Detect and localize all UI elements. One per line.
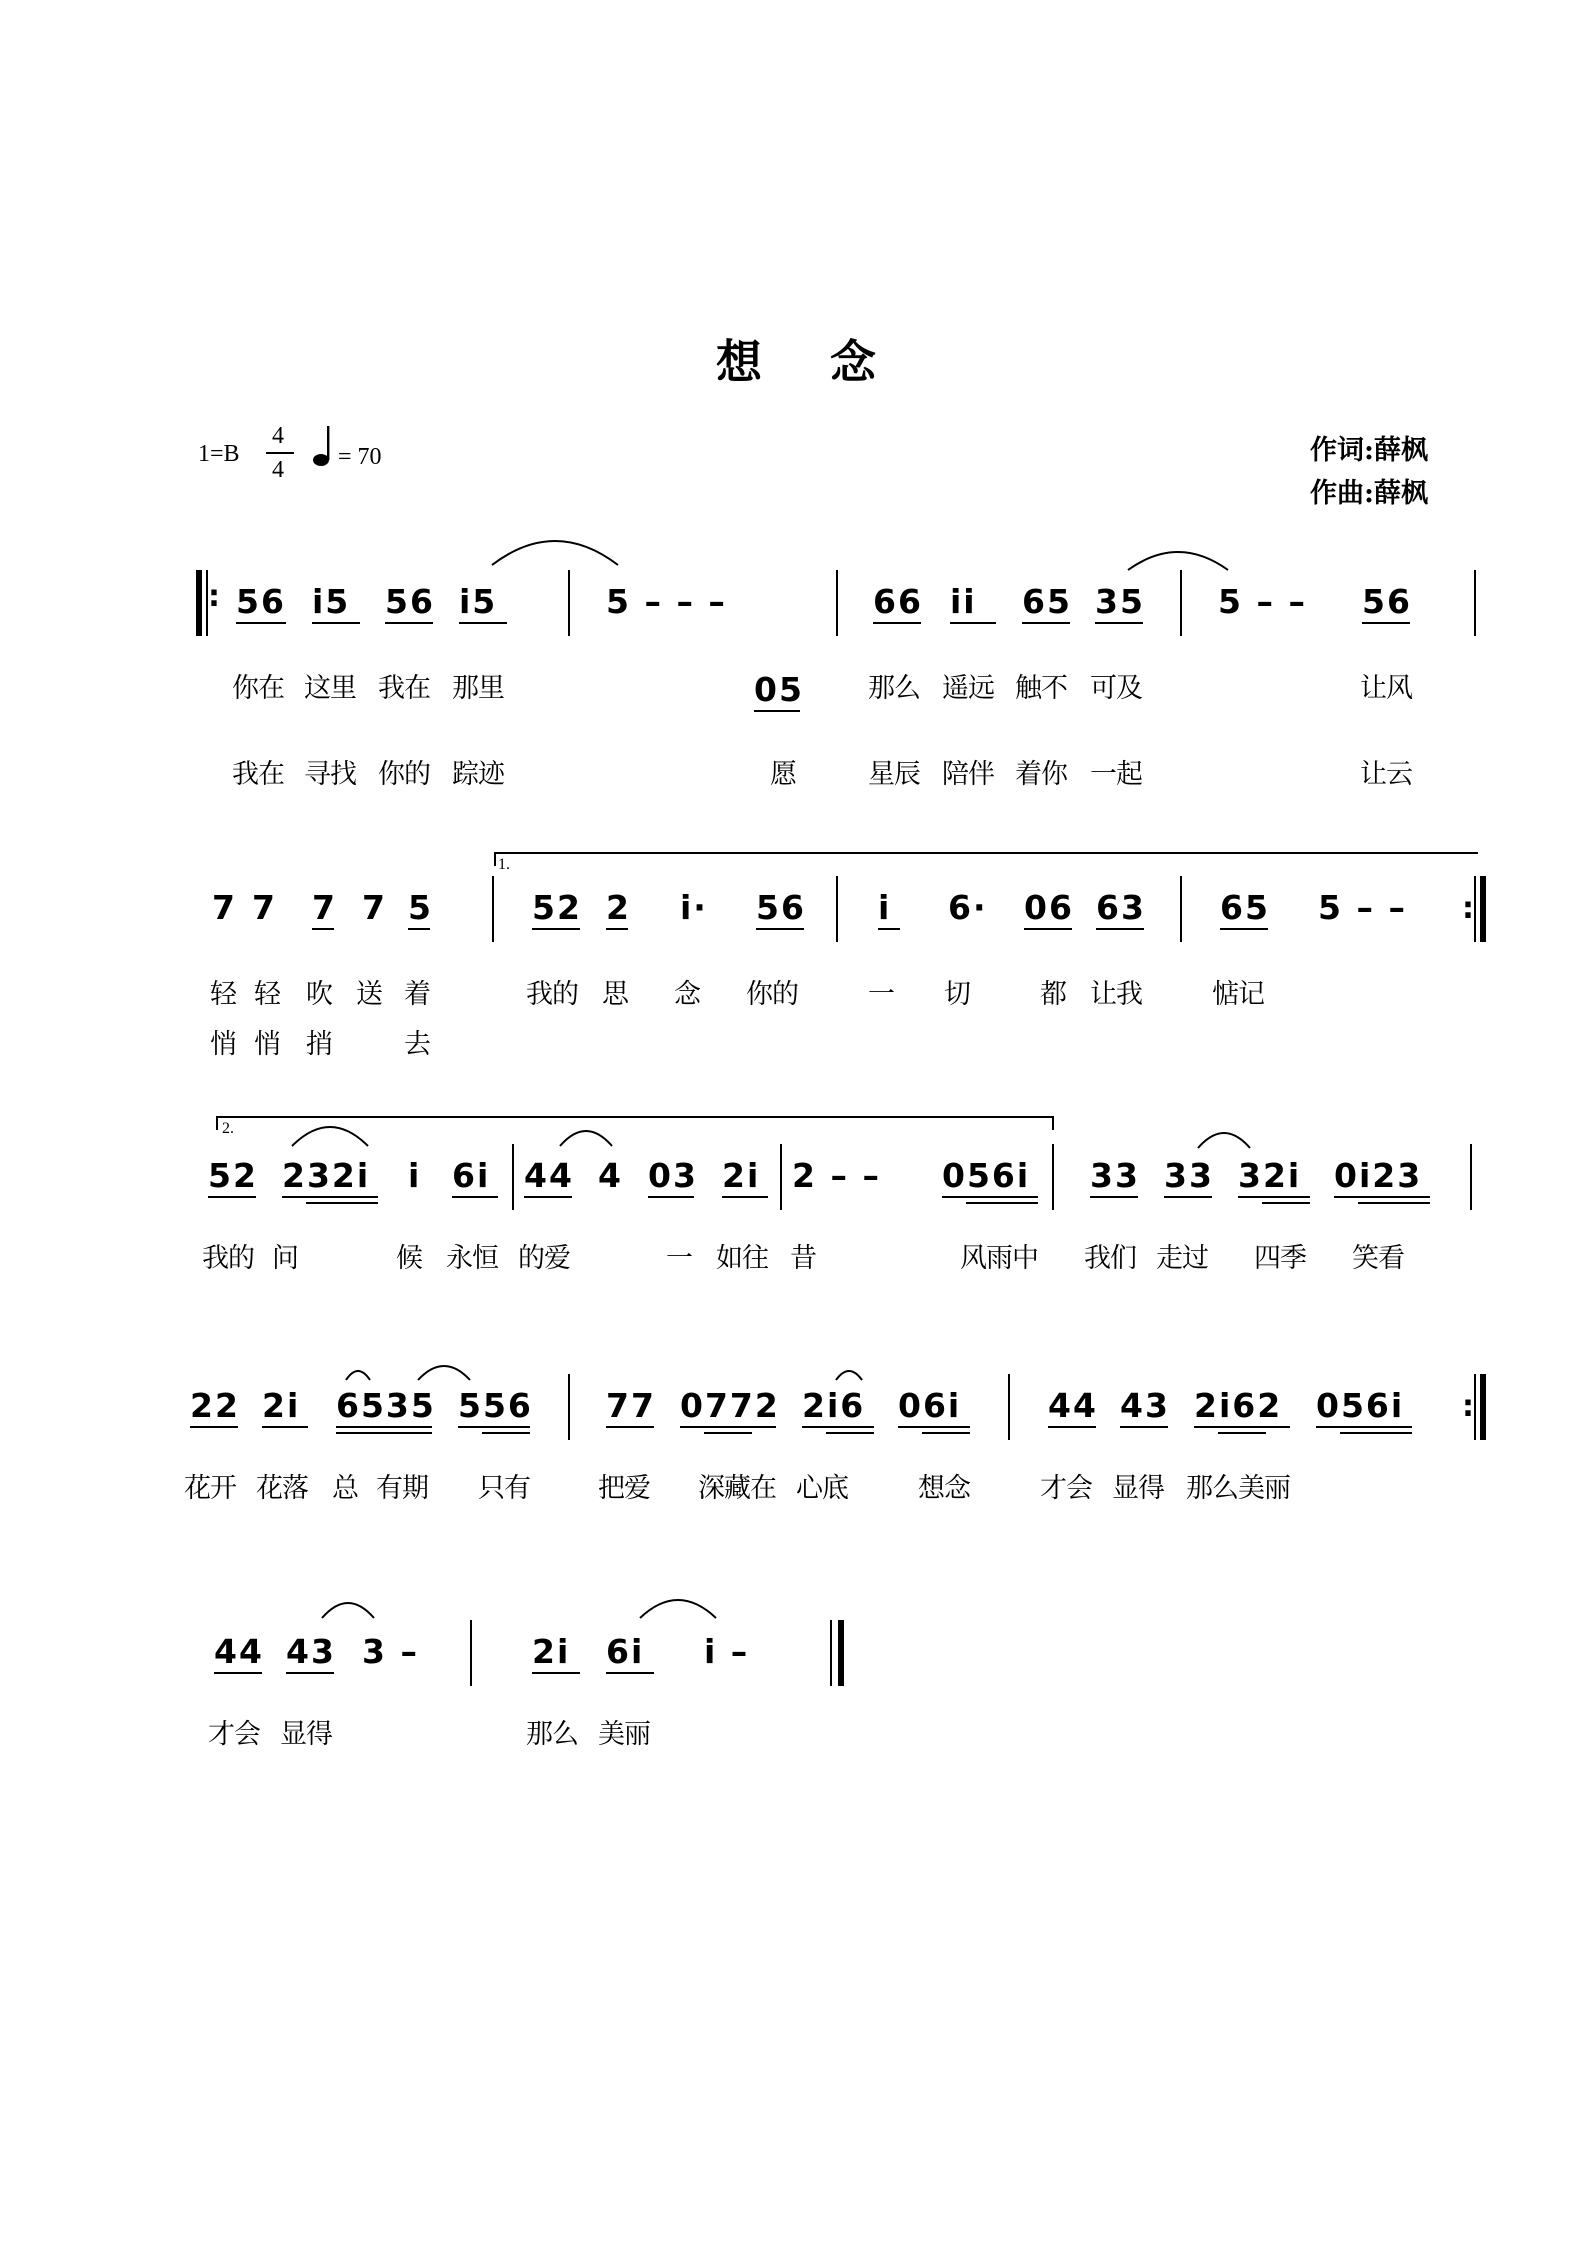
pickup-note: 05 <box>754 670 804 709</box>
barline <box>1008 1374 1010 1440</box>
lyric: 着 <box>404 979 430 1010</box>
lyric: 那里 <box>452 673 504 704</box>
lyric: 星辰 <box>868 759 920 790</box>
lyric: 去 <box>404 1029 430 1060</box>
note-group: 22 <box>190 1386 240 1425</box>
underline <box>262 1426 308 1428</box>
underline <box>756 928 804 930</box>
note-group: 56 <box>756 888 806 927</box>
underline <box>950 622 996 624</box>
note: i <box>878 888 892 927</box>
note-group: 2i62 <box>1194 1386 1283 1425</box>
lyric: 踪迹 <box>452 759 504 790</box>
lyric: 惦记 <box>1212 979 1264 1010</box>
underline <box>532 1672 580 1674</box>
lyric: 总 <box>332 1473 358 1504</box>
underline <box>1164 1196 1212 1198</box>
note-group: 056i <box>942 1156 1031 1195</box>
note-group: 52 <box>532 888 582 927</box>
note-group: i – <box>704 1632 750 1671</box>
slur <box>558 1124 614 1148</box>
lyric: 遥远 <box>942 673 994 704</box>
note: i <box>408 1156 422 1195</box>
note-group: 232i <box>282 1156 371 1195</box>
slur <box>1196 1126 1252 1150</box>
slur <box>834 1366 864 1382</box>
barline <box>512 1144 514 1210</box>
lyric: 陪伴 <box>942 759 994 790</box>
lyric: 候 <box>396 1243 422 1274</box>
underline <box>336 1432 432 1434</box>
lyric: 轻 <box>210 979 236 1010</box>
lyric: 触不 <box>1015 673 1067 704</box>
lyric: 思 <box>602 979 628 1010</box>
underline <box>648 1196 694 1198</box>
final-barline <box>838 1620 844 1686</box>
lyric: 显得 <box>1112 1473 1164 1504</box>
note-group: 06i <box>898 1386 962 1425</box>
barline <box>1470 1144 1472 1210</box>
underline <box>190 1426 238 1428</box>
underline <box>606 1672 654 1674</box>
lyric: 都 <box>1040 979 1066 1010</box>
lyric: 才会 <box>208 1719 260 1750</box>
lyric: 寻找 <box>304 759 356 790</box>
repeat-dots: : <box>1462 891 1474 926</box>
time-signature-bottom: 4 <box>272 457 284 483</box>
slur <box>290 1118 370 1148</box>
note-group: 33 <box>1164 1156 1214 1195</box>
underline <box>704 1432 752 1434</box>
lyric: 我在 <box>378 673 430 704</box>
lyric: 问 <box>272 1243 298 1274</box>
underline <box>532 928 580 930</box>
note: 6· <box>948 888 988 927</box>
underline <box>286 1672 334 1674</box>
note-group: 06 <box>1024 888 1074 927</box>
underline <box>524 1196 572 1198</box>
underline <box>282 1196 378 1198</box>
underline <box>336 1426 432 1428</box>
repeat-start-barline <box>196 570 202 636</box>
note-group: 556 <box>458 1386 533 1425</box>
lyric: 轻 <box>254 979 280 1010</box>
lyric: 让风 <box>1360 673 1412 704</box>
note-group: 65 <box>1022 582 1072 621</box>
underline <box>1194 1426 1290 1428</box>
underline <box>1095 622 1143 624</box>
note-group: 77 <box>606 1386 656 1425</box>
underline <box>459 622 507 624</box>
barline <box>836 570 838 636</box>
underline <box>680 1426 776 1428</box>
repeat-dots: : <box>208 579 220 614</box>
underline <box>482 1432 530 1434</box>
repeat-end-barline <box>1480 876 1486 942</box>
lyric: 深藏在 <box>698 1473 776 1504</box>
lyric: 吹 <box>306 979 332 1010</box>
volta-label: 1. <box>498 856 510 873</box>
note-group: 35 <box>1095 582 1145 621</box>
lyric: 我的 <box>526 979 578 1010</box>
slur <box>320 1596 376 1620</box>
underline <box>312 622 360 624</box>
note-group: ii <box>950 582 977 621</box>
lyric: 让我 <box>1090 979 1142 1010</box>
lyric: 的爱 <box>518 1243 570 1274</box>
barline <box>568 570 570 636</box>
slur <box>1126 546 1230 572</box>
underline <box>802 1426 874 1428</box>
underline <box>306 1202 378 1204</box>
lyric: 笑看 <box>1352 1243 1404 1274</box>
lyric: 如往 <box>716 1243 768 1274</box>
lyric: 一 <box>666 1243 692 1274</box>
lyric: 你在 <box>232 673 284 704</box>
note-group: 3 – <box>362 1632 419 1671</box>
note: 7 <box>252 888 277 927</box>
underline <box>385 622 433 624</box>
underline <box>826 1432 874 1434</box>
time-signature-line <box>266 452 294 454</box>
note-group: i5 <box>312 582 351 621</box>
lyric: 那么 <box>868 673 920 704</box>
lyric: 永恒 <box>446 1243 498 1274</box>
underline <box>1262 1202 1310 1204</box>
lyric: 我在 <box>232 759 284 790</box>
note-group: 2i <box>722 1156 761 1195</box>
note-group: 63 <box>1096 888 1146 927</box>
underline <box>966 1202 1038 1204</box>
lyric: 那么美丽 <box>1186 1473 1290 1504</box>
underline <box>606 928 628 930</box>
underline <box>898 1426 970 1428</box>
note-group: 2i <box>532 1632 571 1671</box>
lyric: 花开 <box>184 1473 236 1504</box>
lyric: 显得 <box>280 1719 332 1750</box>
underline <box>1120 1426 1168 1428</box>
composer-credit: 作曲:薛枫 <box>1310 478 1428 509</box>
lyric: 我的 <box>202 1243 254 1274</box>
underline <box>458 1426 530 1428</box>
repeat-dots: : <box>1462 1389 1474 1424</box>
lyric: 让云 <box>1360 759 1412 790</box>
underline <box>606 1426 654 1428</box>
lyric: 悄 <box>254 1029 280 1060</box>
underline <box>1090 1196 1138 1198</box>
underline <box>1238 1196 1310 1198</box>
lyric: 昔 <box>790 1243 816 1274</box>
note-group: 6i <box>452 1156 491 1195</box>
barline <box>836 876 838 942</box>
underline <box>1334 1196 1430 1198</box>
lyric: 可及 <box>1090 673 1142 704</box>
lyric: 愿 <box>770 759 796 790</box>
lyric: 心底 <box>796 1473 848 1504</box>
slur <box>344 1366 372 1382</box>
note-group: 0i23 <box>1334 1156 1423 1195</box>
note: 7 <box>362 888 387 927</box>
note-group: 56 <box>1362 582 1412 621</box>
note-group: 056i <box>1316 1386 1405 1425</box>
lyric: 捎 <box>306 1029 332 1060</box>
volta-bracket-1 <box>494 852 1478 866</box>
key-signature: 1=B <box>198 441 240 467</box>
lyric: 那么 <box>526 1719 578 1750</box>
underline <box>878 928 900 930</box>
note: i· <box>680 888 708 927</box>
barline <box>1052 1144 1054 1210</box>
lyric: 你的 <box>746 979 798 1010</box>
lyric: 想念 <box>918 1473 970 1504</box>
barline <box>568 1374 570 1440</box>
note: 4 <box>598 1156 623 1195</box>
lyric: 风雨中 <box>960 1243 1038 1274</box>
note-group: i5 <box>459 582 498 621</box>
slur <box>638 1592 718 1620</box>
note-group: 03 <box>648 1156 698 1195</box>
barline <box>1474 570 1476 636</box>
note-group: 56 <box>236 582 286 621</box>
volta-label: 2. <box>222 1120 234 1137</box>
underline <box>1362 622 1410 624</box>
underline <box>208 1196 256 1198</box>
barline <box>470 1620 472 1686</box>
underline <box>1096 928 1144 930</box>
repeat-end-barline <box>1480 1374 1486 1440</box>
lyric: 悄 <box>210 1029 236 1060</box>
underline <box>754 710 800 712</box>
note-group: 52 <box>208 1156 258 1195</box>
note-group: 2i <box>262 1386 301 1425</box>
lyric: 花落 <box>256 1473 308 1504</box>
tempo-marking: = 70 <box>338 444 382 470</box>
underline <box>1340 1432 1412 1434</box>
note-group: 5 – – <box>1318 888 1407 927</box>
note-group: 44 <box>1048 1386 1098 1425</box>
underline <box>1220 928 1268 930</box>
note-group: 43 <box>286 1632 336 1671</box>
note: 2 <box>606 888 631 927</box>
note-group: 6535 <box>336 1386 436 1425</box>
lyric: 才会 <box>1040 1473 1092 1504</box>
note-group: 66 <box>873 582 923 621</box>
note-group: 65 <box>1220 888 1270 927</box>
lyric: 走过 <box>1156 1243 1208 1274</box>
underline <box>408 928 430 930</box>
underline <box>236 622 286 624</box>
barline <box>1180 570 1182 636</box>
lyric: 你的 <box>378 759 430 790</box>
barline <box>1474 1374 1476 1440</box>
lyric: 着你 <box>1015 759 1067 790</box>
slur <box>490 535 620 569</box>
note-group: 5 – – <box>1218 582 1307 621</box>
lyric: 切 <box>944 979 970 1010</box>
underline <box>942 1196 1038 1198</box>
barline <box>492 876 494 942</box>
lyric: 我们 <box>1084 1243 1136 1274</box>
note-group: 44 <box>524 1156 574 1195</box>
lyric: 念 <box>674 979 700 1010</box>
note-group: 32i <box>1238 1156 1302 1195</box>
note-group: 0772 <box>680 1386 780 1425</box>
lyric: 四季 <box>1254 1243 1306 1274</box>
note: 5 <box>408 888 433 927</box>
note-group: 44 <box>214 1632 264 1671</box>
note: 7 <box>312 888 337 927</box>
note-group: 6i <box>606 1632 645 1671</box>
note-group: 43 <box>1120 1386 1170 1425</box>
time-signature-top: 4 <box>272 423 284 449</box>
note-group: 5 – – – <box>606 582 727 621</box>
note-group: 33 <box>1090 1156 1140 1195</box>
note-group: 2 – – <box>792 1156 881 1195</box>
lyricist-credit: 作词:薛枫 <box>1310 435 1428 466</box>
lyric: 一起 <box>1090 759 1142 790</box>
underline <box>214 1672 262 1674</box>
barline <box>830 1620 832 1686</box>
lyric: 一 <box>868 979 894 1010</box>
barline <box>1180 876 1182 942</box>
underline <box>922 1432 970 1434</box>
underline <box>1022 622 1070 624</box>
note: 7 <box>212 888 237 927</box>
lyric: 美丽 <box>598 1719 650 1750</box>
underline <box>873 622 921 624</box>
quarter-note-icon <box>312 424 334 468</box>
lyric: 送 <box>356 979 382 1010</box>
lyric: 把爱 <box>598 1473 650 1504</box>
underline <box>1048 1426 1096 1428</box>
underline <box>1024 928 1072 930</box>
page-title: 想 念 <box>716 335 903 389</box>
note-group: 56 <box>385 582 435 621</box>
underline <box>452 1196 498 1198</box>
underline <box>1358 1202 1430 1204</box>
underline <box>722 1196 768 1198</box>
barline <box>1474 876 1476 942</box>
note-group: 2i6 <box>802 1386 866 1425</box>
underline <box>1218 1432 1266 1434</box>
lyric: 只有 <box>478 1473 530 1504</box>
lyric: 这里 <box>304 673 356 704</box>
lyric: 有期 <box>376 1473 428 1504</box>
underline <box>1316 1426 1412 1428</box>
barline <box>780 1144 782 1210</box>
underline <box>312 928 334 930</box>
slur <box>416 1360 472 1382</box>
